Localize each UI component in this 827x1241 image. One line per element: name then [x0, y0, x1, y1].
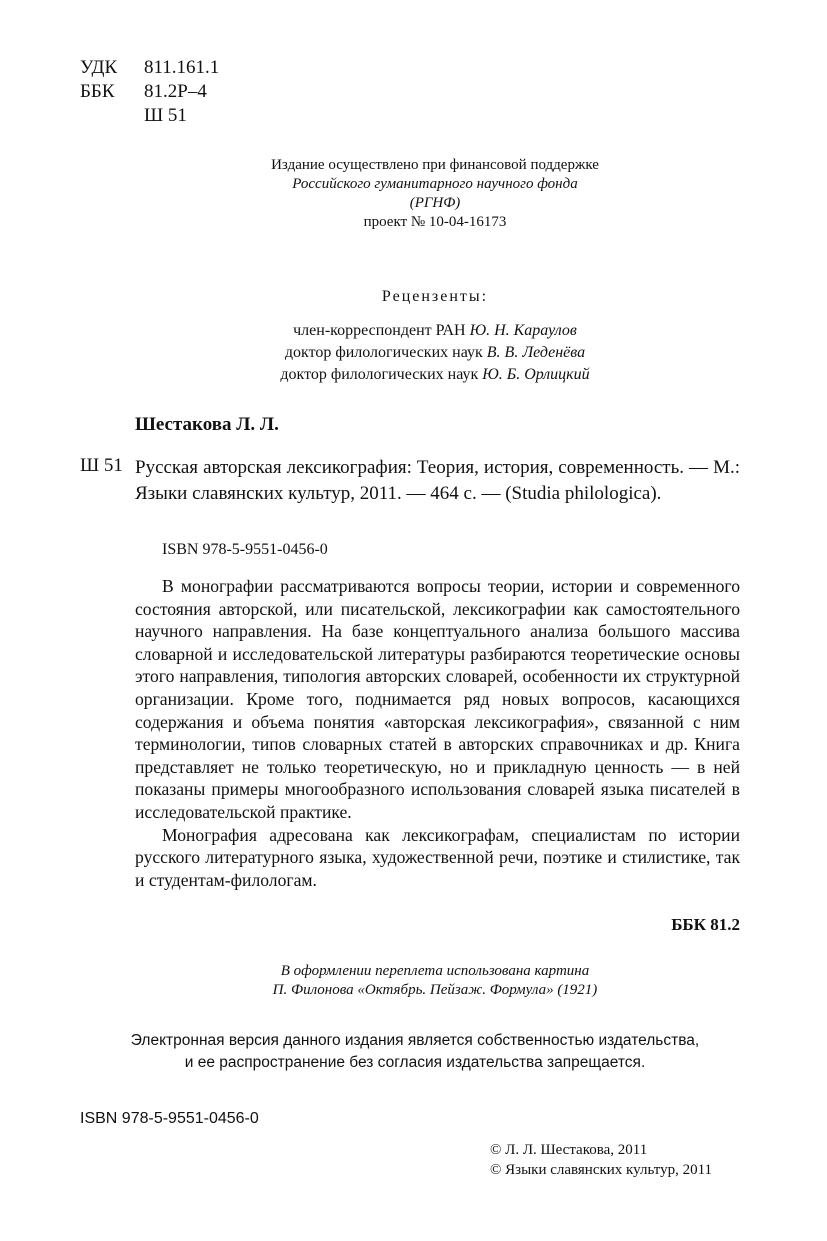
abstract-bbk: ББК 81.2 — [671, 915, 740, 934]
bbk-value: 81.2Р–4 — [144, 81, 207, 102]
funding-line-1: Издание осуществлено при финансовой поддержке — [271, 157, 599, 173]
copyright-block — [490, 1140, 712, 1180]
author-heading: Шестакова Л. Л. — [135, 414, 279, 435]
reviewer-role: доктор филологических наук — [280, 366, 479, 383]
reviewer-role: член-корреспондент РАН — [293, 322, 466, 339]
reviewer-item — [160, 342, 710, 364]
bbk-label: ББК — [80, 81, 115, 102]
cover-note — [160, 962, 710, 1000]
reviewer-role: доктор филологических наук — [284, 344, 483, 361]
reviewer-name: Ю. Н. Караулов — [469, 322, 577, 339]
funding-line-2: Российского гуманитарного научного фонда — [292, 176, 578, 192]
entry-code: Ш 51 — [80, 455, 123, 476]
electronic-version-notice — [60, 1030, 770, 1074]
copyright-author: © Л. Л. Шестакова, 2011 — [490, 1142, 648, 1158]
reviewer-name: В. В. Леденёва — [486, 344, 586, 361]
funding-line-4: проект № 10-04-16173 — [363, 214, 507, 230]
bbk-row — [80, 80, 219, 104]
reviewer-name: Ю. Б. Орлицкий — [482, 366, 590, 383]
notice-line-2: и ее распространение без согласия издательства запрещается. — [184, 1054, 646, 1071]
author-mark-row — [80, 104, 219, 128]
cover-note-line-1: В оформлении переплета использована картина — [280, 963, 590, 979]
bibliographic-description: Русская авторская лексикография: Теория, история, современность. — М.: Языки славянских культур, 2011. — 464 с. — (Studia philologica). — [135, 457, 740, 504]
footer-isbn: ISBN 978-5-9551-0456-0 — [80, 1110, 259, 1127]
funding-note — [160, 156, 710, 232]
reviewers-list — [160, 320, 710, 386]
funding-line-3: (РГНФ) — [409, 195, 461, 211]
abstract — [135, 575, 740, 891]
udk-label: УДК — [80, 57, 118, 78]
abstract-paragraph-1: В монографии рассматриваются вопросы теории, истории и современного состояния авторской, или писательской, лексикографии как самостоятельного научного направления. На базе концептуального анализа большого массива словарной и исследовательской литературы разбираются теоретические основы этого направления, типология авторских словарей, особенности их структурной организации. Кроме того, поднимается ряд новых вопросов, касающихся содержания и объема понятия «авторская лексикография», связанной с ним терминологии, типов словарных статей в авторских справочниках и др. Книга представляет не только теоретическую, но и прикладную ценность — в ней показаны примеры многообразного использования словарей языка писателей в исследовательской практике. — [135, 576, 740, 822]
udk-value: 811.161.1 — [144, 57, 220, 78]
cover-note-line-2: П. Филонова «Октябрь. Пейзаж. Формула» (1921) — [272, 982, 598, 998]
reviewers-title: Рецензенты: — [381, 288, 489, 305]
copyright-publisher: © Языки славянских культур, 2011 — [490, 1162, 713, 1178]
notice-line-1: Электронная версия данного издания является собственностью издательства, — [130, 1032, 700, 1049]
classification-block — [80, 56, 219, 128]
entry-isbn: ISBN 978-5-9551-0456-0 — [162, 541, 328, 558]
author-mark: Ш 51 — [144, 105, 187, 126]
abstract-paragraph-2: Монография адресована как лексикографам, специалистам по истории русского литературного языка, художественной речи, поэтике и стилистике, так и студентам-филологам. — [135, 824, 740, 890]
udk-row — [80, 56, 219, 80]
reviewer-item — [160, 364, 710, 386]
reviewer-item — [160, 320, 710, 342]
